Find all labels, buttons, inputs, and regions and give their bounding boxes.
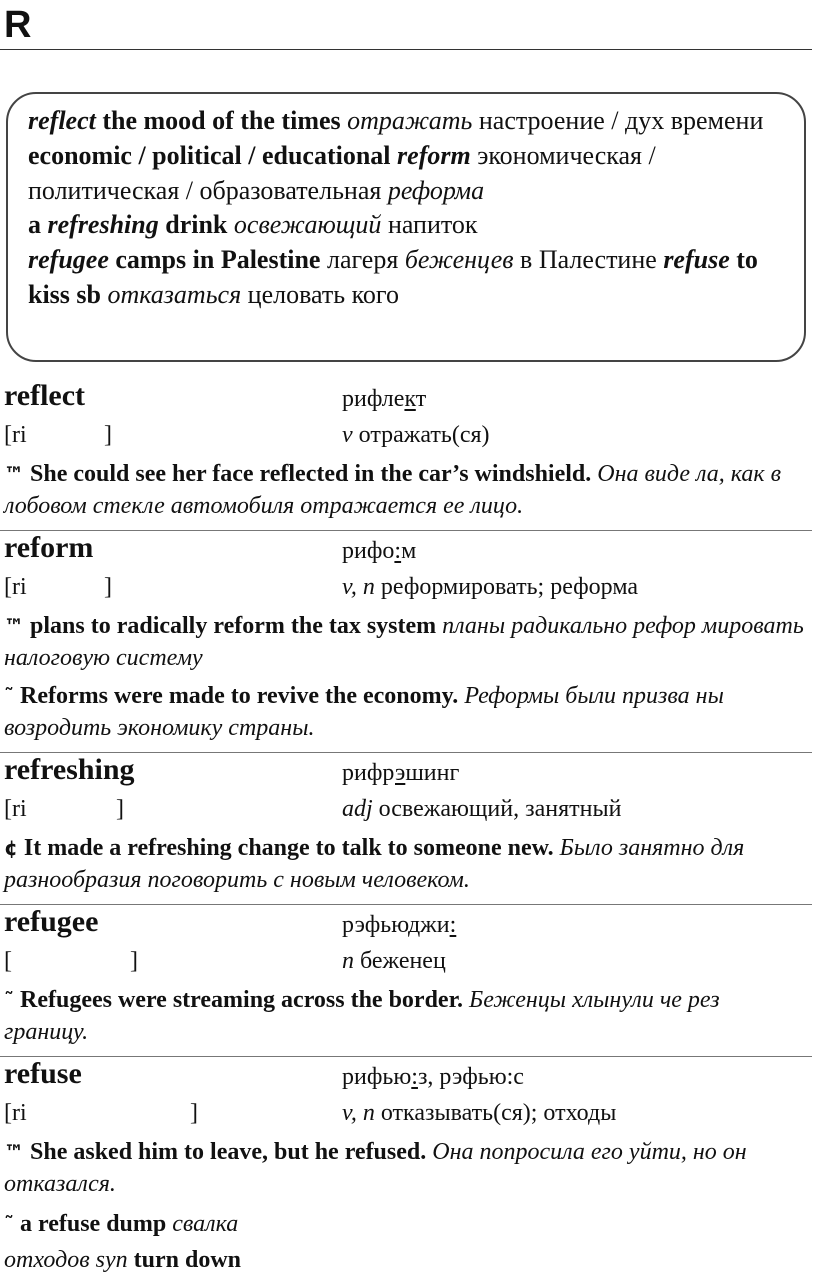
transcription: [ri ]	[4, 796, 124, 822]
transcription: [ri ]	[4, 422, 112, 448]
entry-divider	[0, 904, 812, 905]
entry-divider	[0, 1056, 812, 1057]
synonym: turn down	[133, 1247, 242, 1273]
pronunciation: рифью:з, рэфью:с	[342, 1064, 524, 1090]
phrase-1: reflect the mood of the times отражать настроение / дух времени	[28, 106, 764, 135]
synonym-label: syn	[95, 1247, 128, 1273]
entry-divider	[0, 530, 812, 531]
example-marker-icon: ¢	[4, 836, 18, 860]
example-1: ™ plans to radically reform the tax system планы радикально рефор мировать налоговую систему	[4, 613, 804, 671]
phrase-5: refuse to kiss sb отказаться целовать кого	[28, 245, 758, 309]
phrase-3: a refreshing drink освежающий напиток	[28, 210, 478, 240]
transcription: [ri ]	[4, 1100, 198, 1126]
phrase-4: refugee camps in Palestine лагеря беженцев в Палестине	[28, 245, 664, 275]
example-marker-icon: ™	[4, 1140, 24, 1164]
example-marker-icon: ™	[4, 462, 24, 486]
example-marker-icon: ™	[4, 614, 24, 638]
phrase-list	[28, 104, 788, 313]
pronunciation: рифрэшинг	[342, 760, 460, 786]
headword: refugee	[4, 905, 99, 938]
transcription: [ ]	[4, 948, 138, 974]
pronunciation: рэфьюджи:	[342, 912, 457, 938]
example-1: ˜ Refugees were streaming across the border. Беженцы хлынули че рез границу.	[4, 987, 720, 1045]
gloss: v, n отказывать(ся); отходы	[342, 1100, 617, 1126]
gloss: v, n реформировать; реформа	[342, 574, 638, 600]
gloss: adj освежающий, занятный	[342, 796, 622, 822]
gloss: v отражать(ся)	[342, 422, 490, 448]
example-2: ˜ Reforms were made to revive the economy. Реформы были призва ны возродить экономику страны.	[4, 683, 724, 741]
pronunciation: рифлект	[342, 386, 427, 412]
transcription: [ri ]	[4, 574, 112, 600]
headword: refreshing	[4, 753, 135, 786]
headword: reform	[4, 531, 94, 564]
example-1: ¢ It made a refreshing change to talk to someone new. Было занятно для разнообразия поговорить с новым человеком.	[4, 835, 745, 893]
example-marker-icon: ˜	[4, 988, 14, 1012]
phrase-2: economic / political / educational reform экономическая / политическая / образовательная реформа	[28, 140, 656, 205]
pronunciation: рифо:м	[342, 538, 417, 564]
example-marker-icon: ˜	[4, 684, 14, 708]
gloss: n беженец	[342, 948, 446, 974]
example-2: ˜ a refuse dump свалка отходов syn turn down	[4, 1211, 242, 1273]
example-1: ™ She asked him to leave, but he refused. Она попросила его уйти, но он отказался.	[4, 1139, 747, 1197]
header-rule	[0, 49, 812, 50]
headword: refuse	[4, 1057, 82, 1090]
section-letter: R	[4, 4, 32, 46]
example-1: ™ She could see her face reflected in the car’s windshield. Она виде ла, как в лобовом стекле автомобиля отражается ее лицо.	[4, 461, 782, 519]
headword: reflect	[4, 379, 86, 412]
example-marker-icon: ˜	[4, 1212, 14, 1236]
